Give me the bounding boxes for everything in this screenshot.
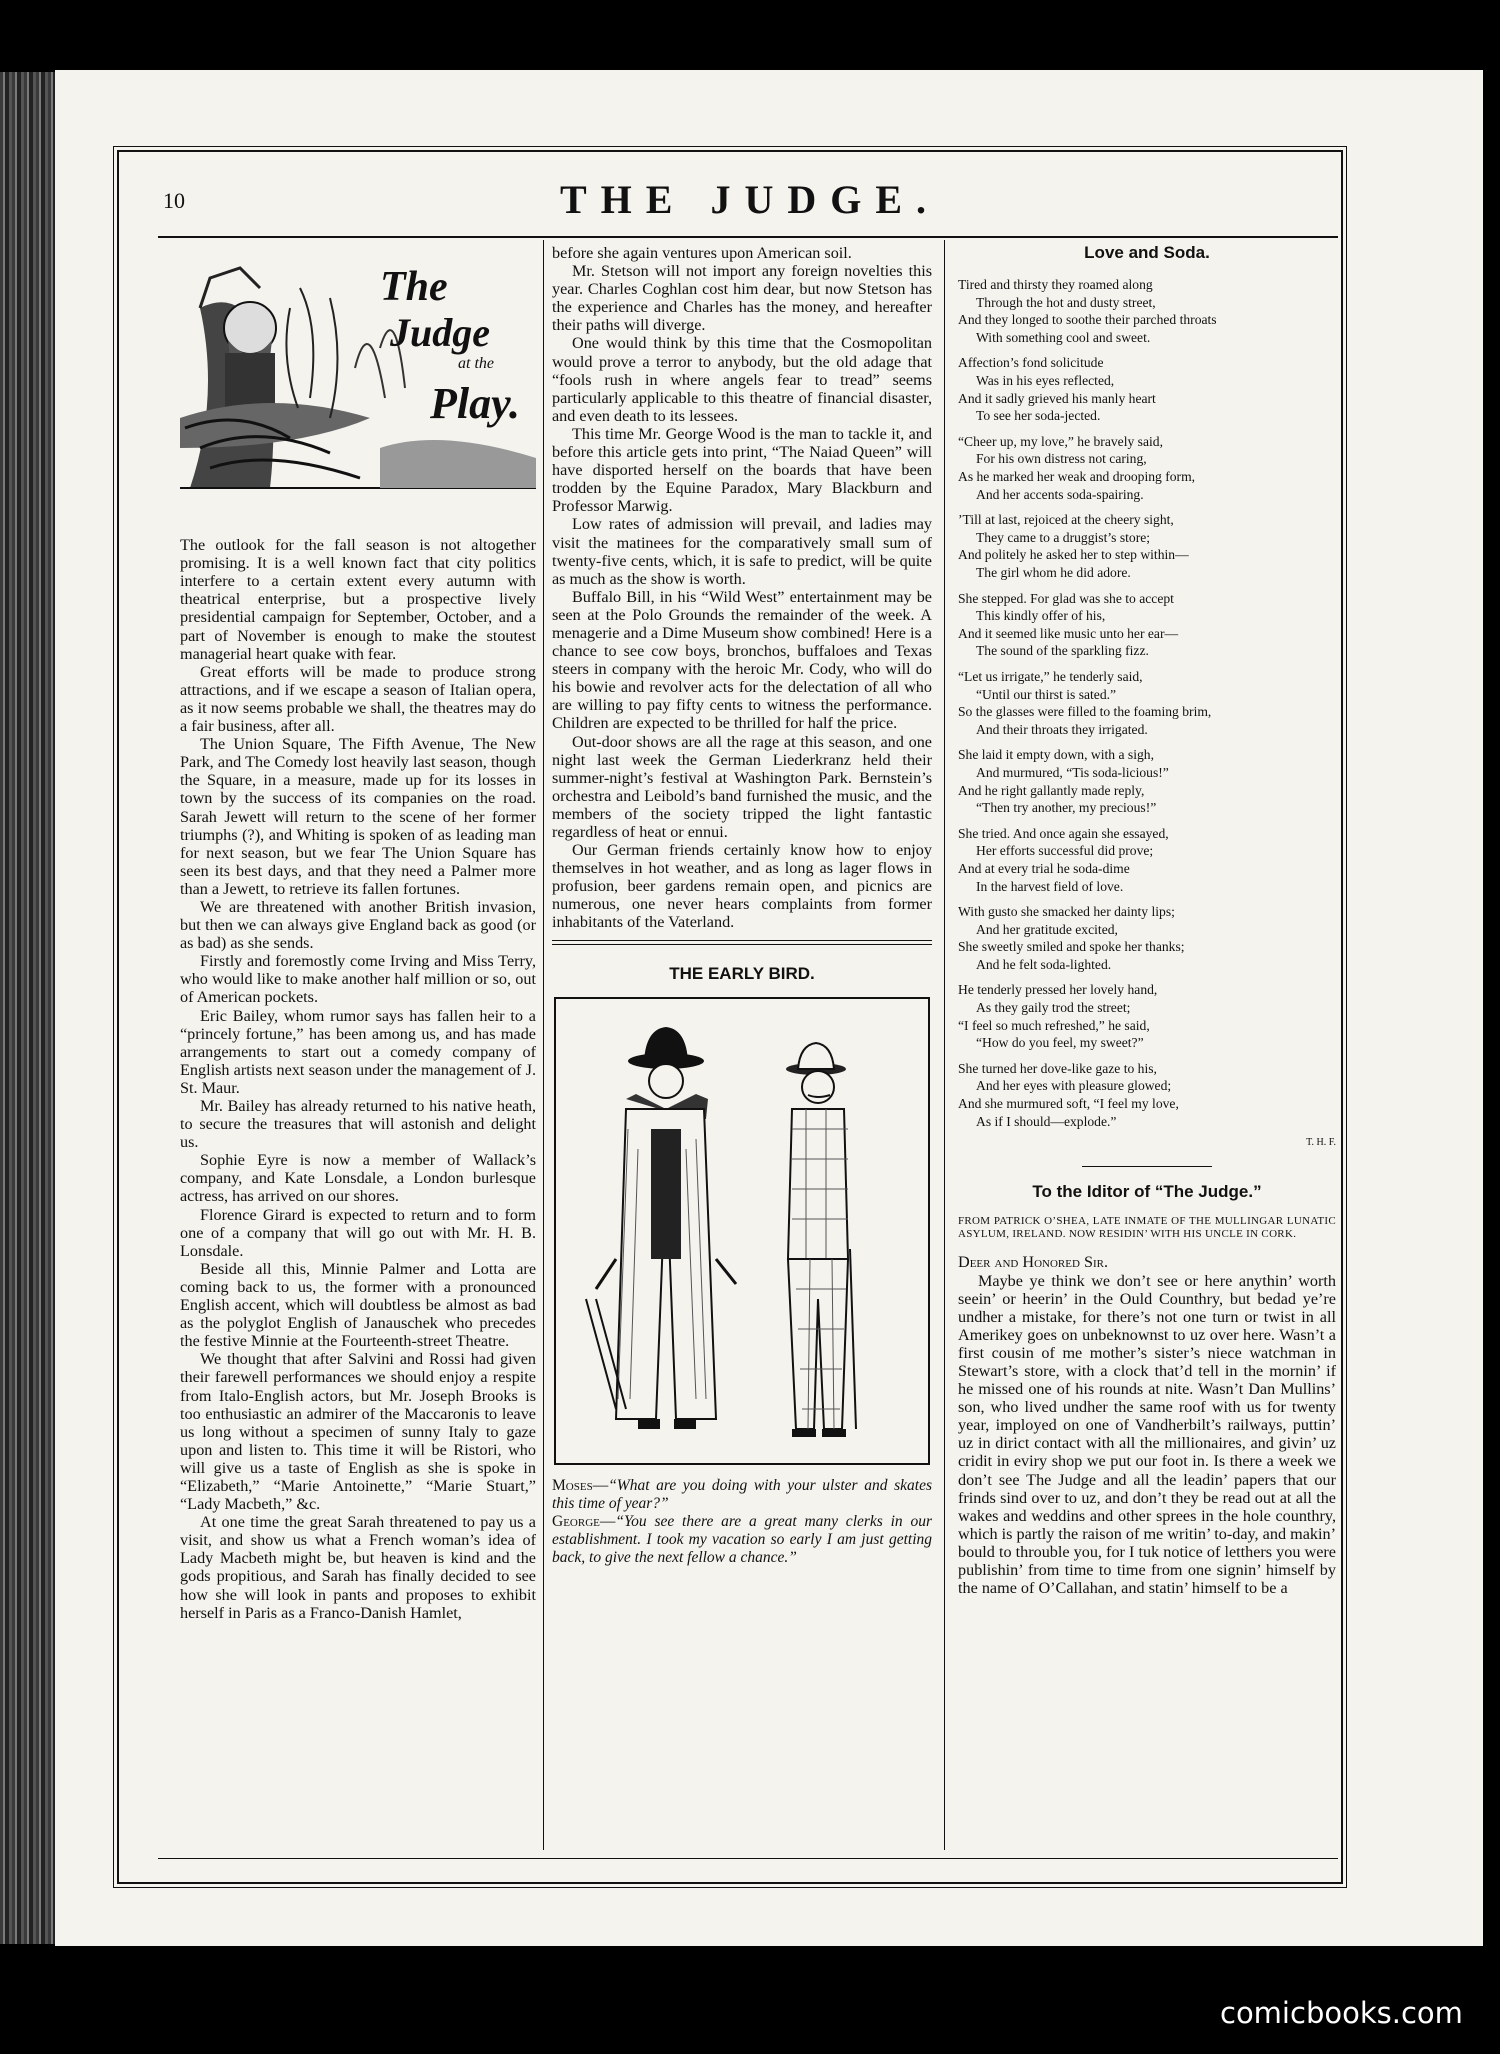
article-paragraph: Mr. Bailey has already returned to his native heath, to secure the treasures that will astonish and delight us. xyxy=(180,1097,536,1152)
vignette-word-judge: Judge xyxy=(390,310,490,355)
poem-line: “I feel so much refreshed,” he said, xyxy=(958,1017,1150,1033)
poem-line: As he marked her weak and drooping form, xyxy=(958,469,1196,485)
judge-at-the-play-vignette xyxy=(180,248,536,502)
article-paragraph: Our German friends certainly know how to enjoy themselves in hot weather, and as long as lager flows in profusion, beer gardens remain open, and picnics are numerous, one never hears complaints from former inhabitants of the Vaterland. xyxy=(552,841,932,932)
poem-line: Tired and thirsty they roamed along xyxy=(958,277,1153,293)
poem-stanza xyxy=(958,1060,1336,1130)
poem-line: This kindly offer of his, xyxy=(976,608,1106,624)
poem-line: And they longed to soothe their parched throats xyxy=(958,312,1217,328)
article-paragraph: The outlook for the fall season is not altogether promising. It is a well known fact that city politics interfere to a certain extent every autumn with theatrical enterprise, but a prospective lively presidential campaign for September, October, and a part of November is enough to make the stoutest managerial heart quake with fear. xyxy=(180,536,536,663)
column-3 xyxy=(958,244,1336,1597)
poem-line: She tried. And once again she essayed, xyxy=(958,825,1169,841)
article-paragraph: Florence Girard is expected to return and to form one of a company that will go out with Mr. H. B. Lonsdale. xyxy=(180,1205,536,1260)
article-paragraph: Sophie Eyre is now a member of Wallack’s company, and Kate Lonsdale, a London burlesque actress, has arrived on our shores. xyxy=(180,1151,536,1206)
poem-line: So the glasses were filled to the foaming brim, xyxy=(958,704,1212,720)
header-rule xyxy=(158,236,1338,238)
poem-stanza xyxy=(958,511,1336,581)
poem-line: “How do you feel, my sweet?” xyxy=(976,1035,1144,1051)
vignette-word-play: Play. xyxy=(430,379,520,428)
poem-line: “Let us irrigate,” he tenderly said, xyxy=(958,668,1143,684)
poem-line: The girl whom he did adore. xyxy=(976,565,1131,580)
poem-signature: T. H. F. xyxy=(1306,1137,1336,1149)
poem-line: And she murmured soft, “I feel my love, xyxy=(958,1096,1179,1112)
poem-line: As they gaily trod the street; xyxy=(976,1000,1131,1016)
article-paragraph: We thought that after Salvini and Rossi had given their farewell performances we should enjoy a respite from Italo-English actors, but Mr. Joseph Brooks is too enthusiastic an admirer of the Maccaronis to leave us long without a specimen of sunny Italy to gaze upon and listen to. This time it will be Ristori, who will give us a taste of English as she is spoke in “Elizabeth,” “Marie Antoinette,” “Marie Stuart,” “Lady Macbeth,” &c. xyxy=(180,1350,536,1514)
cartoon-title: THE EARLY BIRD. xyxy=(669,963,815,983)
article-paragraph: We are threatened with another British invasion, but then we can always give England back as good (or as bad) as she sends. xyxy=(180,897,536,953)
poem-line: He tenderly pressed her lovely hand, xyxy=(958,982,1158,998)
article-paragraph: Low rates of admission will prevail, and ladies may visit the matinees for the comparatively small sum of twenty-five cents, which, it is safe to predict, will be quite as much as the show is worth. xyxy=(552,515,932,588)
book-spine xyxy=(0,72,60,1944)
poem-line: The sound of the sparkling fizz. xyxy=(976,643,1149,659)
article-paragraph: Eric Bailey, whom rumor says has fallen heir to a “princely fortune,” has been among us, and has made arrangements to start out a comedy company of English artists next season under the management of J. St. Maur. xyxy=(180,1006,536,1097)
poem-stanza xyxy=(958,590,1336,660)
poem-line: She stepped. For glad was she to accept xyxy=(958,590,1174,606)
footer-rule xyxy=(158,1858,1338,1859)
poem-line: To see her soda-jected. xyxy=(976,408,1101,424)
poem-line: And their throats they irrigated. xyxy=(976,721,1148,737)
article-paragraph: At one time the great Sarah threatened to pay us a visit, and show us what a French woman’s idea of Lady Macbeth might be, but heaven is kind and the gods propitious, and Sarah has finally decided to see how she will look in pants and proposes to exhibit herself in Paris as a Franco-Danish Hamlet, xyxy=(180,1513,536,1622)
column-divider xyxy=(543,240,544,1850)
letter-dateline: FROM PATRICK O’SHEA, LATE INMATE OF THE MULLINGAR LUNATIC ASYLUM, IRELAND. NOW RESIDIN’ WITH HIS UNCLE IN CORK. xyxy=(958,1215,1336,1241)
poem-line: And murmured, “Tis soda-licious!” xyxy=(976,764,1169,780)
caption-line-2: George—“You see there are a great many clerks in our establishment. I took my vacation so early I am just getting back, to give the next fellow a chance.” xyxy=(552,1512,932,1566)
poem-stanza xyxy=(958,276,1336,346)
poem-stanza xyxy=(958,668,1336,738)
poem-stanza xyxy=(958,354,1336,424)
poem-line: And her accents soda-spairing. xyxy=(976,486,1144,502)
poem-line: With something cool and sweet. xyxy=(976,329,1151,345)
poem-line: With gusto she smacked her dainty lips; xyxy=(958,904,1175,920)
poem-stanza xyxy=(958,903,1336,973)
poem-stanza xyxy=(958,746,1336,816)
cartoon-illustration xyxy=(554,997,930,1465)
poem-line: “Cheer up, my love,” he bravely said, xyxy=(958,433,1163,449)
article-paragraph: One would think by this time that the Cosmopolitan would prove a terror to anybody, but the old adage that “fools rush in where angels fear to tread” seems particularly applicable to this theatre of financial disaster, and even death to its lessees. xyxy=(552,334,932,425)
article-paragraph: Beside all this, Minnie Palmer and Lotta are coming back to us, the former with a pronounced English accent, which will doubtless be almost as bad as the polyglot English of Janauschek who precedes the festive Minnie at the Fourteenth-street Theatre. xyxy=(180,1259,536,1351)
caption-text: “You see there are a great many clerks in our establishment. I took my vacation so early I am just getting back, to give the next fellow a chance.” xyxy=(552,1512,932,1566)
column-2 xyxy=(552,244,932,1567)
watermark: comicbooks.com xyxy=(1220,1996,1463,2030)
section-rule xyxy=(552,940,932,945)
article-paragraph: Mr. Stetson will not import any foreign novelties this year. Charles Coghlan cost him dear, but now Stetson has the experience and Charles has the money, and hereafter their paths will diverge. xyxy=(552,262,932,335)
poem-line: Through the hot and dusty street, xyxy=(976,294,1156,310)
article-paragraph: Great efforts will be made to produce strong attractions, and if we escape a season of Italian opera, as it now seems probable we shall, the theatres may do a fair business, after all. xyxy=(180,662,536,736)
poem-line: In the harvest field of love. xyxy=(976,878,1124,894)
poem-line: And her gratitude excited, xyxy=(976,921,1118,937)
article-paragraph: Out-door shows are all the rage at this season, and one night last week the German Liederkranz held their summer-night’s festival at Washington Park. Bernstein’s orchestra and Leibold’s band furnished the music, and the members of the society tripped the light fantastic regardless of heat or ennui. xyxy=(552,732,932,841)
poem-body xyxy=(958,276,1336,1130)
column-1 xyxy=(180,240,536,1622)
poem-line: And he right gallantly made reply, xyxy=(958,782,1145,798)
cartoon-caption xyxy=(552,1477,932,1567)
column-divider xyxy=(944,240,945,1850)
poem-line: And he felt soda-lighted. xyxy=(976,956,1112,972)
poem-title: Love and Soda. xyxy=(1084,243,1210,262)
poem-line: She turned her dove-like gaze to his, xyxy=(958,1060,1157,1076)
article-paragraph: This time Mr. George Wood is the man to tackle it, and before this article gets into print, “The Naiad Queen” will have disported herself on the boards that have been trodden by the Equine Paradox, Mary Blackburn and Professor Marwig. xyxy=(552,424,932,516)
caption-line-1: Moses—“What are you doing with your ulster and skates this time of year?” xyxy=(552,1476,932,1512)
section-rule xyxy=(1082,1166,1212,1167)
article-paragraph: before she again ventures upon American soil. xyxy=(552,244,852,262)
vignette-word-at-the: at the xyxy=(458,355,494,372)
poem-line: “Until our thirst is sated.” xyxy=(976,686,1117,702)
caption-speaker: Moses xyxy=(552,1476,593,1494)
poem-line: “Then try another, my precious!” xyxy=(976,800,1157,816)
masthead: THE JUDGE. xyxy=(559,177,941,222)
poem-line: Her efforts successful did prove; xyxy=(976,843,1154,859)
poem-stanza xyxy=(958,433,1336,503)
poem-line: And her eyes with pleasure glowed; xyxy=(976,1078,1172,1094)
poem-line: And it seemed like music unto her ear— xyxy=(958,625,1179,641)
caption-text: “What are you doing with your ulster and skates this time of year?” xyxy=(552,1476,932,1512)
article-paragraph: Buffalo Bill, in his “Wild West” entertainment may be seen at the Polo Grounds the remainder of the week. A menagerie and a Dime Museum show combined! Here is a chance to see cow boys, bronchos, buffaloes and Texas steers in company with the heroic Mr. Cody, who will do his bowie and revolver acts for the delectation of all who are willing to pay fifty cents to witness the performance. Children are expected to be thrilled for half the price. xyxy=(552,587,932,733)
letter-body: Maybe ye think we don’t see or here anythin’ worth seein’ or heerin’ in the Ould Counthry, but bedad ye’re undher a mistake, for there’s not one turn or twist in all Amerikey goes on unbeknownst to uz over here. Wasn’t a first cousin of me mother’s sister’s niece watchman in Stewart’s store, with a clock that’d tell in the mornin’ if he missed one of his rounds at nite. Wasn’t Dan Mullins’ son, who lived undher the same roof with us for twenty year, imployed on one of Vandherbilt’s railways, puttin’ uz in dirict contact with all the millionaires, and givin’ uz cridit in eviry shop we put our foot in. Is there a week we don’t see The Judge and all the leadin’ papers that our frinds sind over to uz, and don’t they be read out at all the wakes and weddins and other sprees in the hole counthry, which is partly the raison of me writin’ to-day, and makin’ bould to throuble you, for I tuk notice of letthers you were publishin’ from time to time from one signin’ himself by the name of O’Callahan, and statin’ himself to be a xyxy=(958,1271,1336,1598)
letter-title: To the Iditor of “The Judge.” xyxy=(1032,1182,1262,1202)
poem-line: And at every trial he soda-dime xyxy=(958,860,1130,876)
early-bird-cartoon xyxy=(556,999,928,1463)
poem-line: Was in his eyes reflected, xyxy=(976,373,1115,389)
poem-line: ’Till at last, rejoiced at the cheery sight, xyxy=(958,512,1174,528)
page-number: 10 xyxy=(163,188,185,213)
article-paragraph: Firstly and foremostly come Irving and Miss Terry, who would like to make another half million or so, out of American pockets. xyxy=(180,952,536,1007)
caption-speaker: George xyxy=(552,1512,600,1530)
poem-line: And politely he asked her to step within— xyxy=(958,547,1189,563)
poem-stanza xyxy=(958,825,1336,895)
article-paragraph: The Union Square, The Fifth Avenue, The New Park, and The Comedy lost heavily last season, though the Square, in a measure, made up for its losses in town by the success of its companies on the road. Sarah Jewett will return to the scene of her former triumphs (?), and Whiting is spoken of as leading man for next season, but we fear The Union Square has seen its best days, and that they need a Palmer more than a Jewett, to retrieve its fallen fortunes. xyxy=(180,735,536,898)
poem-line: For his own distress not caring, xyxy=(976,451,1147,467)
poem-line: And it sadly grieved his manly heart xyxy=(958,390,1156,406)
poem-stanza xyxy=(958,981,1336,1051)
poem-line: She sweetly smiled and spoke her thanks; xyxy=(958,939,1185,955)
vignette-word-the: The xyxy=(380,264,448,310)
poem-line: They came to a druggist’s store; xyxy=(976,529,1151,545)
poem-line: Affection’s fond solicitude xyxy=(958,355,1104,371)
poem-line: She laid it empty down, with a sigh, xyxy=(958,747,1154,763)
poem-line: As if I should—explode.” xyxy=(976,1113,1117,1129)
letter-salutation: Deer and Honored Sir. xyxy=(958,1253,1109,1272)
